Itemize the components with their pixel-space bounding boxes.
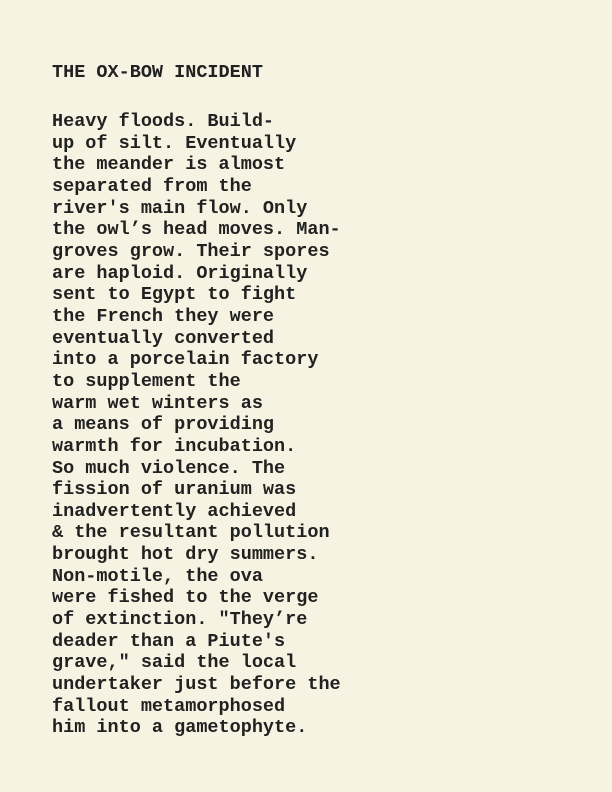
poem-title: THE OX-BOW INCIDENT — [52, 62, 263, 83]
poem-line: the French they were — [52, 305, 275, 327]
poem-line: separated from the — [52, 175, 252, 197]
poem-line: the meander is almost — [52, 154, 286, 176]
poem-line: up of silt. Eventually — [52, 132, 297, 154]
poem-line: undertaker just before the — [52, 674, 341, 696]
poem-line: the owl’s head moves. Man- — [52, 219, 341, 241]
poem-line: groves grow. Their spores — [52, 240, 330, 262]
poem-line: & the resultant pollution — [52, 522, 330, 544]
poem-line: sent to Egypt to fight — [52, 284, 297, 306]
poem-line: river's main flow. Only — [52, 197, 308, 219]
poem-line: warm wet winters as — [52, 392, 263, 414]
poem-line: Non-motile, the ova — [52, 565, 263, 587]
poem-line: fallout metamorphosed — [52, 695, 286, 717]
poem-line: inadvertently achieved — [52, 500, 297, 522]
poem-line: warmth for incubation. — [52, 435, 297, 457]
poem-line: into a porcelain factory — [52, 349, 319, 371]
poem-line: were fished to the verge — [52, 587, 319, 609]
poem-line: grave," said the local — [52, 652, 297, 674]
poem-line: deader than a Piute's — [52, 630, 286, 652]
poem-line: Heavy floods. Build- — [52, 111, 275, 132]
poem-line: of extinction. "They’re — [52, 609, 308, 631]
poem-line: him into a gametophyte. — [52, 717, 308, 739]
poem-body — [52, 111, 341, 739]
poem-line: to supplement the — [52, 370, 241, 392]
poem-line: eventually converted — [52, 327, 275, 349]
poem-line: a means of providing — [52, 414, 275, 436]
poem-line: are haploid. Originally — [52, 262, 308, 284]
poem-line: brought hot dry summers. — [52, 544, 319, 566]
poem-line: fission of uranium was — [52, 479, 297, 501]
poem-line: So much violence. The — [52, 457, 286, 479]
